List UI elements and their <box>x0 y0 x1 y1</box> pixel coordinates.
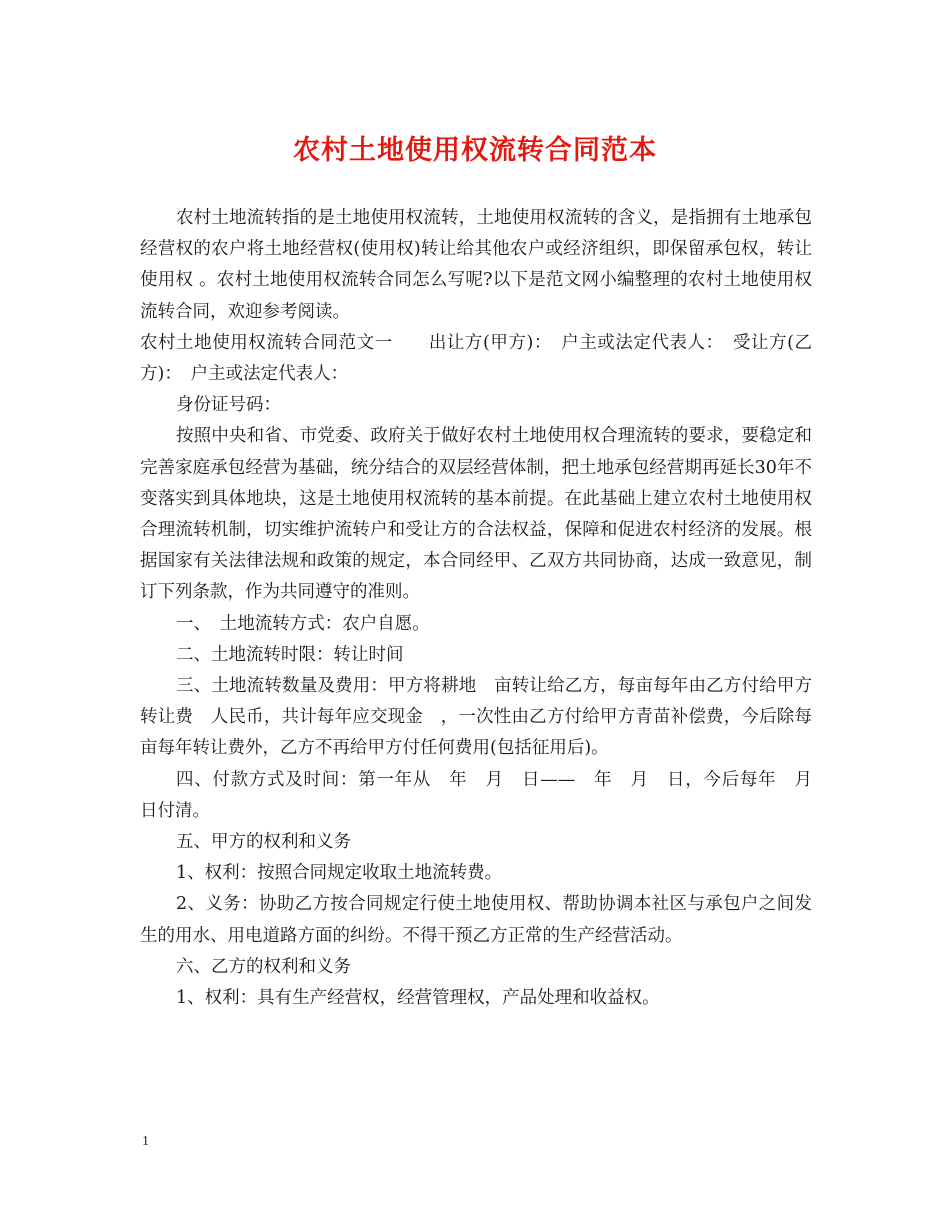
document-title: 农村土地使用权流转合同范本 <box>293 135 657 166</box>
page-number: 1 <box>142 1134 149 1149</box>
clause-1: 一、 土地流转方式：农户自愿。 <box>176 613 430 634</box>
contract-parties-paragraph: 农村土地使用权流转合同范文一 出让方(甲方)： 户主或法定代表人： 受让方(乙方)： 户主或法定代表人： <box>140 332 812 385</box>
clause-2: 二、土地流转时限：转让时间 <box>176 644 404 665</box>
clause-4: 四、付款方式及时间：第一年从 年 月 日—— 年 月 日，今后每年 月 日付清。 <box>140 769 830 821</box>
clause-6-heading: 六、乙方的权利和义务 <box>176 956 351 977</box>
id-number-line: 身份证号码： <box>176 395 281 416</box>
document-body <box>140 203 830 1014</box>
intro-paragraph: 农村土地流转指的是土地使用权流转，土地使用权流转的含义，是指拥有土地承包经营权的农户将土地经营权(使用权)转让给其他农户或经济组织，即保留承包权，转让使用权 。农村土地使用权流转合同怎么写呢?以下是范文网小编整理的农村土地使用权流转合同，欢迎参考阅读。 <box>140 208 812 322</box>
clause-5-rights: 1、权利：按照合同规定收取土地流转费。 <box>176 863 503 884</box>
clause-3: 三、土地流转数量及费用：甲方将耕地 亩转让给乙方，每亩每年由乙方付给甲方转让费 人民币，共计每年应交现金 ，一次性由乙方付给甲方青苗补偿费，今后除每亩每年转让费外，乙方不再给甲方付任何费用(包括征用后)。 <box>140 676 812 759</box>
clause-6-rights: 1、权利：具有生产经营权，经营管理权，产品处理和收益权。 <box>176 988 660 1009</box>
clause-5-obligations: 2、义务：协助乙方按合同规定行使土地使用权、帮助协调本社区与承包户之间发生的用水、用电道路方面的纠纷。不得干预乙方正常的生产经营活动。 <box>140 894 812 946</box>
preamble-paragraph: 按照中央和省、市党委、政府关于做好农村土地使用权合理流转的要求，要稳定和完善家庭承包经营为基础，统分结合的双层经营体制，把土地承包经营期再延长30年不变落实到具体地块，这是土地使用权流转的基本前提。在此基础上建立农村土地使用权合理流转机制，切实维护流转户和受让方的合法权益，保障和促进农村经济的发展。根据国家有关法律法规和政策的规定，本合同经甲、乙双方共同协商，达成一致意见，制订下列条款，作为共同遵守的准则。 <box>140 426 812 603</box>
clause-5-heading: 五、甲方的权利和义务 <box>176 832 351 853</box>
